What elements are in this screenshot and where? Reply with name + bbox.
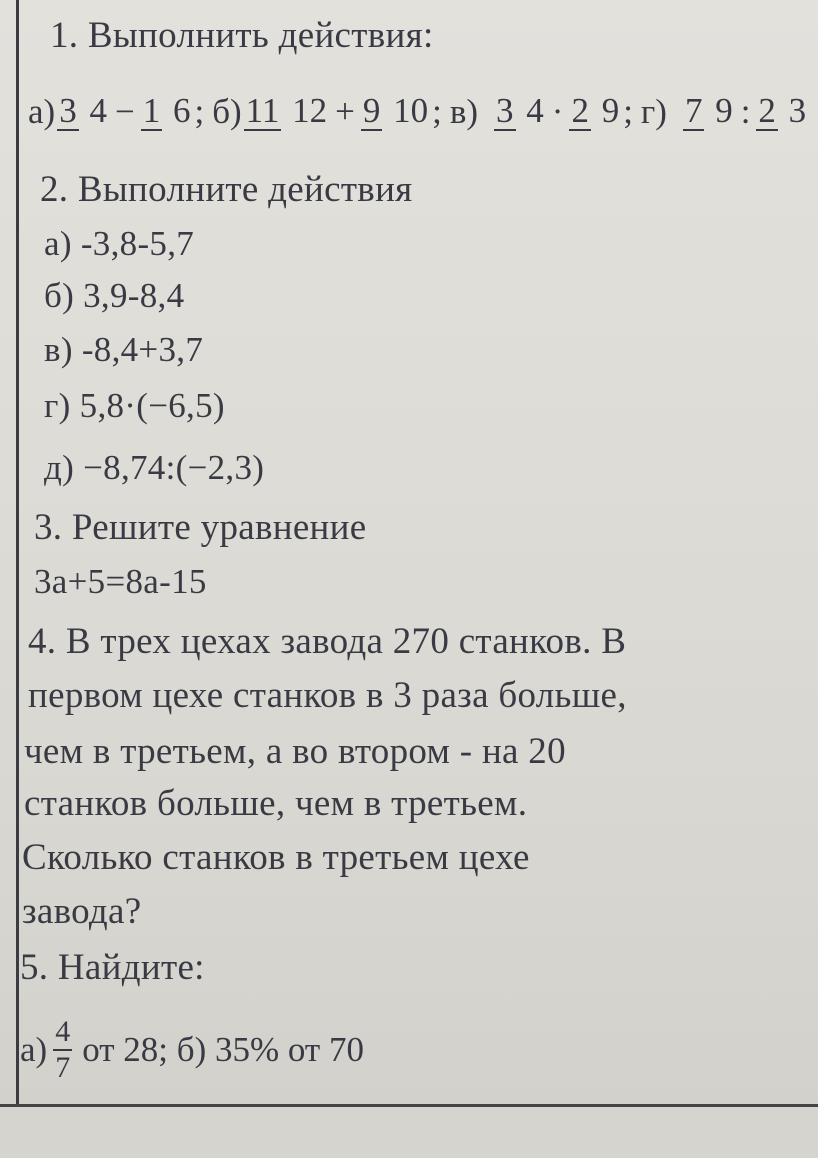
task1-expressions: а) 3 4 − 1 6 ; б) 11 12 + 9 10 ; в) 3 4 · 2 9 ; г) 7 9 : 2 3 xyxy=(28,91,807,131)
page-margin xyxy=(0,1107,818,1158)
task4-line-1: 4. В трех цехах завода 270 станков. В xyxy=(28,621,627,662)
task4-line-4: станков больше, чем в третьем. xyxy=(24,783,528,824)
task1-d-fraction-2: 2 3 xyxy=(758,91,807,130)
task2-item-e: д) −8,74:(−2,3) xyxy=(44,448,265,487)
task1-b-fraction-1: 11 12 xyxy=(245,91,328,130)
task2-item-c: в) -8,4+3,7 xyxy=(44,330,204,369)
task5-a-fraction: $\frac{4}{7}$ xyxy=(55,1015,71,1084)
task4-line-2: первом цехе станков в 3 раза больше, xyxy=(28,675,627,716)
task2-item-a: а) -3,8-5,7 xyxy=(44,224,195,263)
task2-item-d: г) 5,8·(−6,5) xyxy=(44,386,225,425)
task5-a-rest: от 28; б) 35% от 70 xyxy=(82,1030,364,1069)
task1-b-label: б) xyxy=(212,92,242,131)
task1-c-fraction-1: 3 4 xyxy=(496,91,544,130)
task1-c-fraction-2: 2 9 xyxy=(571,91,620,130)
task1-d-label: г) xyxy=(640,92,667,131)
task5-heading: 5. Найдите: xyxy=(20,947,205,988)
task3-heading: 3. Решите уравнение xyxy=(34,507,367,548)
task1-b-fraction-2: 9 10 xyxy=(362,91,429,130)
task1-heading: 1. Выполнить действия: xyxy=(50,15,434,56)
task5-expression xyxy=(20,1004,364,1096)
task1-c-label: в) xyxy=(449,92,479,131)
task2-item-b: б) 3,9-8,4 xyxy=(44,276,185,315)
task4-line-3: чем в третьем, а во втором - на 20 xyxy=(24,731,566,772)
task1-a-label: а) xyxy=(28,92,56,131)
task2-heading: 2. Выполните действия xyxy=(40,169,413,210)
task5-a-label: а) xyxy=(20,1030,48,1069)
task1-a-fraction-2: 1 6 xyxy=(142,91,191,130)
task4-line-6: завода? xyxy=(22,891,142,932)
task4-line-5: Сколько станков в третьем цехе xyxy=(22,837,530,878)
table-border-left xyxy=(16,0,19,1108)
task1-d-fraction-1: 7 9 xyxy=(684,91,733,130)
task1-a-fraction-1: 3 4 xyxy=(59,91,107,130)
task3-equation: 3a+5=8a-15 xyxy=(34,562,207,601)
